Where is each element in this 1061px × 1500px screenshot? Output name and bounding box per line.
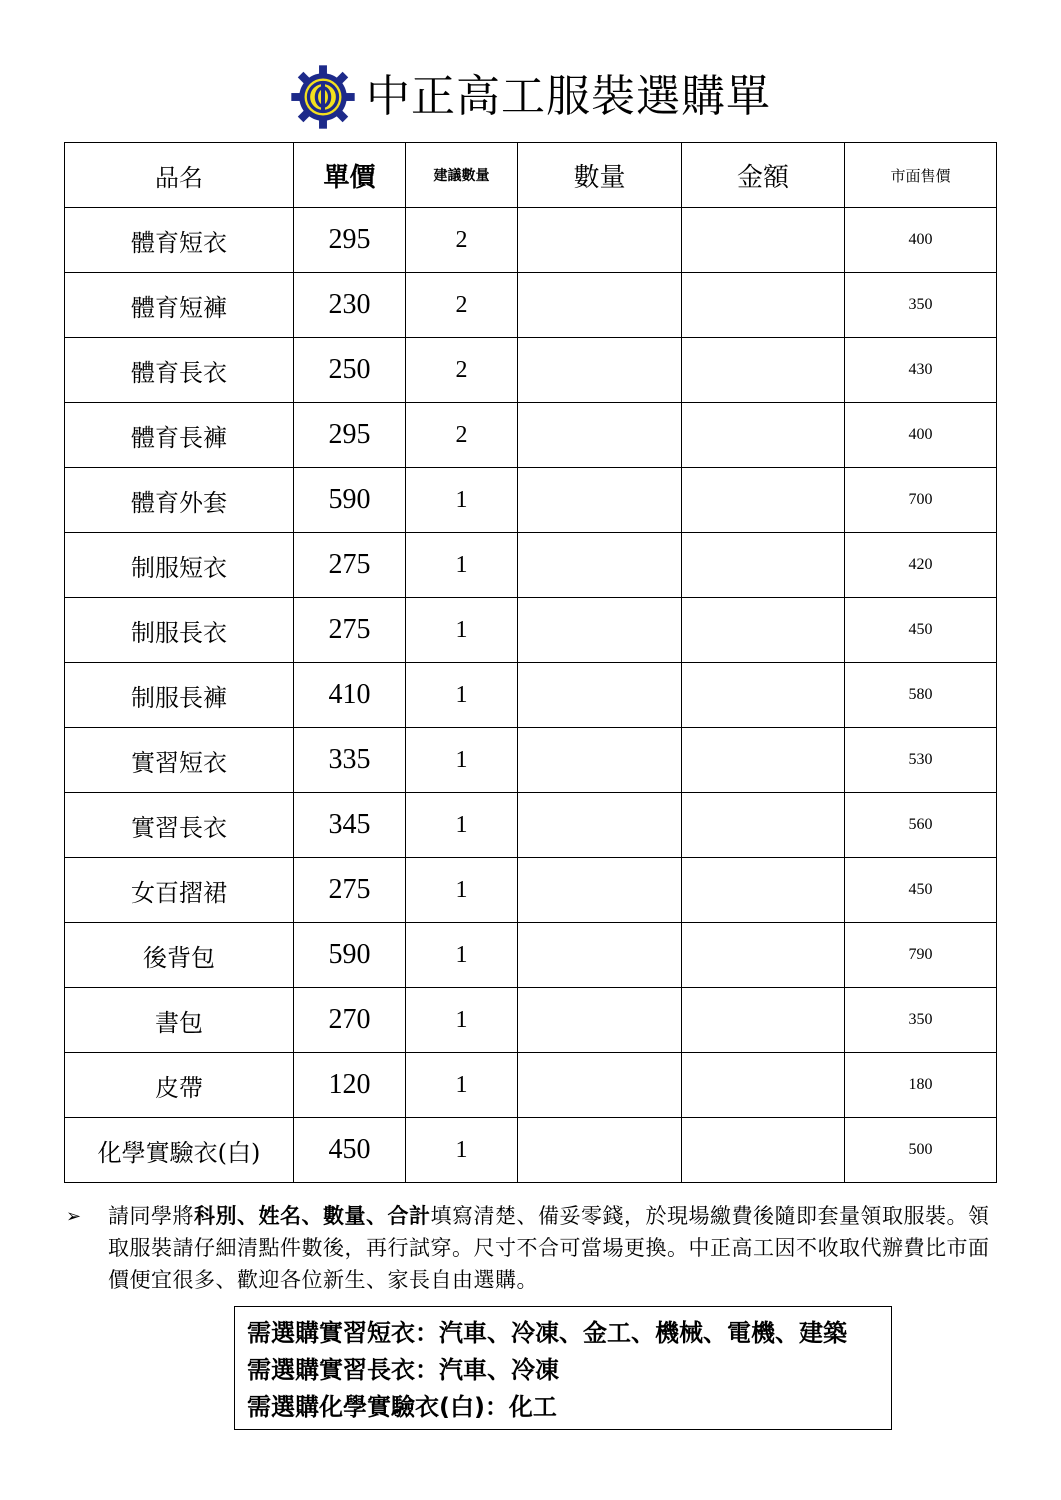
- cell-amount[interactable]: [682, 1118, 845, 1183]
- cell-unit-price: 250: [294, 338, 406, 403]
- cell-quantity[interactable]: [518, 598, 682, 663]
- cell-market-price: 400: [845, 208, 997, 273]
- order-table-body: [65, 208, 997, 1183]
- cell-amount[interactable]: [682, 728, 845, 793]
- page-header: [0, 62, 1061, 132]
- cell-suggested-qty: 1: [406, 728, 518, 793]
- table-row: [65, 598, 997, 663]
- note-separator: 、: [237, 1203, 259, 1228]
- cell-item-name: 實習長衣: [65, 793, 294, 858]
- cell-suggested-qty: 1: [406, 988, 518, 1053]
- cell-market-price: 530: [845, 728, 997, 793]
- cell-market-price: 580: [845, 663, 997, 728]
- header-quantity: 數量: [518, 143, 682, 208]
- note-separator: 、: [301, 1203, 323, 1228]
- header-unit-price: 單價: [294, 143, 406, 208]
- cell-item-name: 體育長衣: [65, 338, 294, 403]
- table-row: [65, 403, 997, 468]
- cell-unit-price: 230: [294, 273, 406, 338]
- note-item: [66, 1200, 991, 1296]
- cell-item-name: 體育短褲: [65, 273, 294, 338]
- cell-amount[interactable]: [682, 793, 845, 858]
- cell-suggested-qty: 1: [406, 468, 518, 533]
- table-row: [65, 728, 997, 793]
- note-keyword-quantity: 數量: [323, 1203, 366, 1228]
- cell-suggested-qty: 1: [406, 663, 518, 728]
- cell-item-name: 體育短衣: [65, 208, 294, 273]
- cell-quantity[interactable]: [518, 533, 682, 598]
- cell-item-name: 皮帶: [65, 1053, 294, 1118]
- table-row: [65, 468, 997, 533]
- cell-suggested-qty: 1: [406, 923, 518, 988]
- cell-market-price: 350: [845, 988, 997, 1053]
- table-row: [65, 338, 997, 403]
- cell-unit-price: 335: [294, 728, 406, 793]
- cell-amount[interactable]: [682, 1053, 845, 1118]
- cell-quantity[interactable]: [518, 793, 682, 858]
- cell-item-name: 制服長衣: [65, 598, 294, 663]
- cell-quantity[interactable]: [518, 208, 682, 273]
- cell-amount[interactable]: [682, 403, 845, 468]
- cell-suggested-qty: 1: [406, 858, 518, 923]
- cell-unit-price: 295: [294, 208, 406, 273]
- cell-unit-price: 345: [294, 793, 406, 858]
- cell-suggested-qty: 1: [406, 1118, 518, 1183]
- cell-item-name: 女百摺裙: [65, 858, 294, 923]
- page-title: 中正高工服裝選購單: [366, 71, 771, 122]
- cell-market-price: 700: [845, 468, 997, 533]
- note-text-part: 請同學將: [108, 1204, 194, 1228]
- cell-suggested-qty: 1: [406, 793, 518, 858]
- cell-item-name: 制服長褲: [65, 663, 294, 728]
- cell-unit-price: 590: [294, 468, 406, 533]
- cell-market-price: 450: [845, 598, 997, 663]
- cell-amount[interactable]: [682, 208, 845, 273]
- cell-item-name: 實習短衣: [65, 728, 294, 793]
- cell-market-price: 500: [845, 1118, 997, 1183]
- cell-item-name: 制服短衣: [65, 533, 294, 598]
- requirement-practice-short: 需選購實習短衣：汽車、冷凍、金工、機械、電機、建築: [247, 1319, 847, 1347]
- header-suggested-qty: 建議數量: [406, 143, 518, 208]
- cell-unit-price: 275: [294, 858, 406, 923]
- cell-suggested-qty: 1: [406, 533, 518, 598]
- cell-market-price: 420: [845, 533, 997, 598]
- table-row: [65, 273, 997, 338]
- cell-item-name: 體育長褲: [65, 403, 294, 468]
- cell-quantity[interactable]: [518, 728, 682, 793]
- cell-unit-price: 295: [294, 403, 406, 468]
- school-logo-icon: [290, 64, 356, 130]
- order-table: [64, 142, 997, 1183]
- cell-unit-price: 270: [294, 988, 406, 1053]
- cell-suggested-qty: 2: [406, 403, 518, 468]
- cell-amount[interactable]: [682, 533, 845, 598]
- cell-item-name: 後背包: [65, 923, 294, 988]
- cell-market-price: 430: [845, 338, 997, 403]
- cell-unit-price: 590: [294, 923, 406, 988]
- table-row: [65, 923, 997, 988]
- requirement-lab-coat: 需選購化學實驗衣(白)：化工: [247, 1393, 557, 1421]
- requirements-box: [234, 1306, 892, 1430]
- cell-suggested-qty: 2: [406, 273, 518, 338]
- table-row: [65, 1118, 997, 1183]
- note-text: [108, 1200, 991, 1296]
- table-row: [65, 208, 997, 273]
- cell-amount[interactable]: [682, 598, 845, 663]
- table-row: [65, 663, 997, 728]
- cell-quantity[interactable]: [518, 468, 682, 533]
- cell-amount[interactable]: [682, 858, 845, 923]
- note-keyword-total: 合計: [387, 1203, 431, 1228]
- notes-section: [66, 1200, 991, 1296]
- note-text-part: 填寫清楚、備妥零錢，於現場繳費後隨即套量領取服裝。領取服裝請仔細清點件數後，再行試穿。尺寸不合可當場更換。中正高工因不收取代辦費比市面價便宜很多、歡迎各位新生、家長自由選購。: [108, 1204, 990, 1292]
- cell-unit-price: 120: [294, 1053, 406, 1118]
- cell-suggested-qty: 1: [406, 598, 518, 663]
- table-row: [65, 1053, 997, 1118]
- table-row: [65, 858, 997, 923]
- table-row: [65, 533, 997, 598]
- cell-item-name: 體育外套: [65, 468, 294, 533]
- table-row: [65, 988, 997, 1053]
- header-amount: 金額: [682, 143, 845, 208]
- cell-quantity[interactable]: [518, 858, 682, 923]
- table-row: [65, 793, 997, 858]
- cell-unit-price: 275: [294, 598, 406, 663]
- cell-market-price: 560: [845, 793, 997, 858]
- cell-quantity[interactable]: [518, 338, 682, 403]
- cell-amount[interactable]: [682, 663, 845, 728]
- cell-market-price: 450: [845, 858, 997, 923]
- cell-market-price: 790: [845, 923, 997, 988]
- cell-unit-price: 450: [294, 1118, 406, 1183]
- cell-amount[interactable]: [682, 338, 845, 403]
- header-item-name: 品名: [65, 143, 294, 208]
- cell-market-price: 400: [845, 403, 997, 468]
- cell-suggested-qty: 2: [406, 208, 518, 273]
- cell-amount[interactable]: [682, 273, 845, 338]
- cell-quantity[interactable]: [518, 403, 682, 468]
- cell-quantity[interactable]: [518, 663, 682, 728]
- table-header-row: [65, 143, 997, 208]
- note-separator: 、: [366, 1203, 388, 1228]
- note-keyword-department: 科別: [194, 1203, 237, 1228]
- cell-quantity[interactable]: [518, 1053, 682, 1118]
- cell-unit-price: 410: [294, 663, 406, 728]
- cell-suggested-qty: 2: [406, 338, 518, 403]
- cell-quantity[interactable]: [518, 923, 682, 988]
- cell-quantity[interactable]: [518, 1118, 682, 1183]
- cell-item-name: 書包: [65, 988, 294, 1053]
- cell-market-price: 180: [845, 1053, 997, 1118]
- requirement-practice-long: 需選購實習長衣：汽車、冷凍: [247, 1356, 559, 1384]
- note-keyword-name: 姓名: [258, 1203, 302, 1228]
- cell-quantity[interactable]: [518, 273, 682, 338]
- cell-item-name: 化學實驗衣(白): [65, 1118, 294, 1183]
- cell-amount[interactable]: [682, 923, 845, 988]
- cell-unit-price: 275: [294, 533, 406, 598]
- arrow-bullet-icon: ➢: [66, 1206, 82, 1227]
- cell-suggested-qty: 1: [406, 1053, 518, 1118]
- cell-amount[interactable]: [682, 988, 845, 1053]
- cell-market-price: 350: [845, 273, 997, 338]
- cell-amount[interactable]: [682, 468, 845, 533]
- header-market-price: 市面售價: [845, 143, 997, 208]
- cell-quantity[interactable]: [518, 988, 682, 1053]
